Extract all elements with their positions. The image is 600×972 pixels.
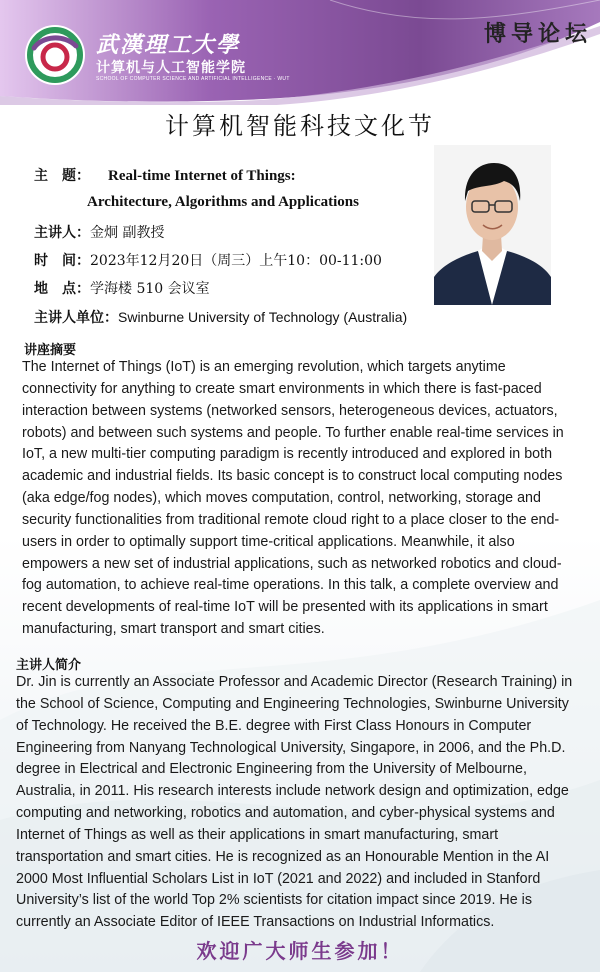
university-logo-icon — [24, 24, 86, 86]
abstract-heading: 讲座摘要 — [24, 343, 77, 358]
place-label: 地 点： — [34, 281, 90, 297]
place-line — [34, 278, 210, 298]
topic-line-2 — [87, 194, 359, 211]
affiliation-label: 主讲人单位： — [34, 310, 118, 326]
college-english-name: SCHOOL OF COMPUTER SCIENCE AND ARTIFICIAL INTELLIGENCE · WUT — [96, 76, 290, 82]
bio-heading: 主讲人简介 — [16, 658, 82, 673]
speaker-name: 金炯 副教授 — [90, 225, 165, 241]
forum-tag: 博导论坛 — [483, 21, 592, 47]
college-name: 计算机与人工智能学院 — [96, 60, 246, 76]
university-name: 武漢理工大學 — [96, 32, 241, 58]
event-time: 2023年12月20日（周三）上午10：00-11:00 — [90, 253, 382, 269]
affiliation-line — [34, 307, 407, 327]
header-banner — [0, 0, 600, 105]
event-title: 计算机智能科技文化节 — [165, 112, 435, 140]
speaker-line — [34, 222, 164, 242]
speaker-affiliation: Swinburne University of Technology (Australia) — [118, 309, 408, 325]
topic-line-1 — [34, 165, 296, 185]
abstract-text: The Internet of Things (IoT) is an emerging revolution, which targets anytime connectivity for anything to create smart environments in which there is fast-paced interaction between systems (networked sensors, heterogeneous devices, actuators, robots) and between such systems and people. To further enable real-time services in IoT, a new multi-tier computing paradigm is recently introduced and explored in both academic and industrial fields. Its basic concept is to construct local computing nodes (aka edge/fog nodes), which moves computation, control, networking, storage and security functionalities from traditional remote cloud right to a place closer to the end-users in order to optimally support time-critical applications. Meanwhile, it also empowers a new set of industrial applications, such as networked robotics and cloud-fog automation, to achieve real-time operations. In this talk, a complete overview and recent developments of real-time IoT will be presented with its applications in smart manufacturing, smart transport and smart cities. — [22, 359, 564, 638]
bio-text: Dr. Jin is currently an Associate Professor and Academic Director (Research Training) in the School of Science, Computing and Engineering Technologies, Swinburne University of Technology. He received the B.E. degree with First Class Honours in Computer Engineering from Nanyang Technological University, Singapore, in 2006, and the Ph.D. degree in Electrical and Electronic Engineering from the University of Melbourne, Australia, in 2011. His research interests include network design and optimization, edge computing and networking, robotics and automation, and cyber-physical systems and Internet of Things as well as their applications in smart manufacturing, smart transportation and smart cities. He is recognized as an Honourable Mention in the AI 2000 Most Influential Scholars List in IoT (2021 and 2022) and included in Stanford University’s list of the world Top 2% scientists for citation impact since 2019. He is currently an Associate Editor of IEEE Transactions on Industrial Informatics. — [16, 674, 573, 931]
speaker-label: 主讲人： — [34, 225, 90, 241]
event-place: 学海楼 510 会议室 — [90, 281, 210, 297]
topic-label: 主 题： — [34, 168, 90, 184]
time-line — [34, 250, 382, 270]
speaker-photo — [434, 145, 551, 305]
topic-title-line1: Real-time Internet of Things: — [108, 168, 296, 184]
topic-title-line2: Architecture, Algorithms and Applications — [87, 194, 359, 210]
time-label: 时 间： — [34, 253, 90, 269]
welcome-message: 欢迎广大师生参加！ — [196, 939, 404, 963]
